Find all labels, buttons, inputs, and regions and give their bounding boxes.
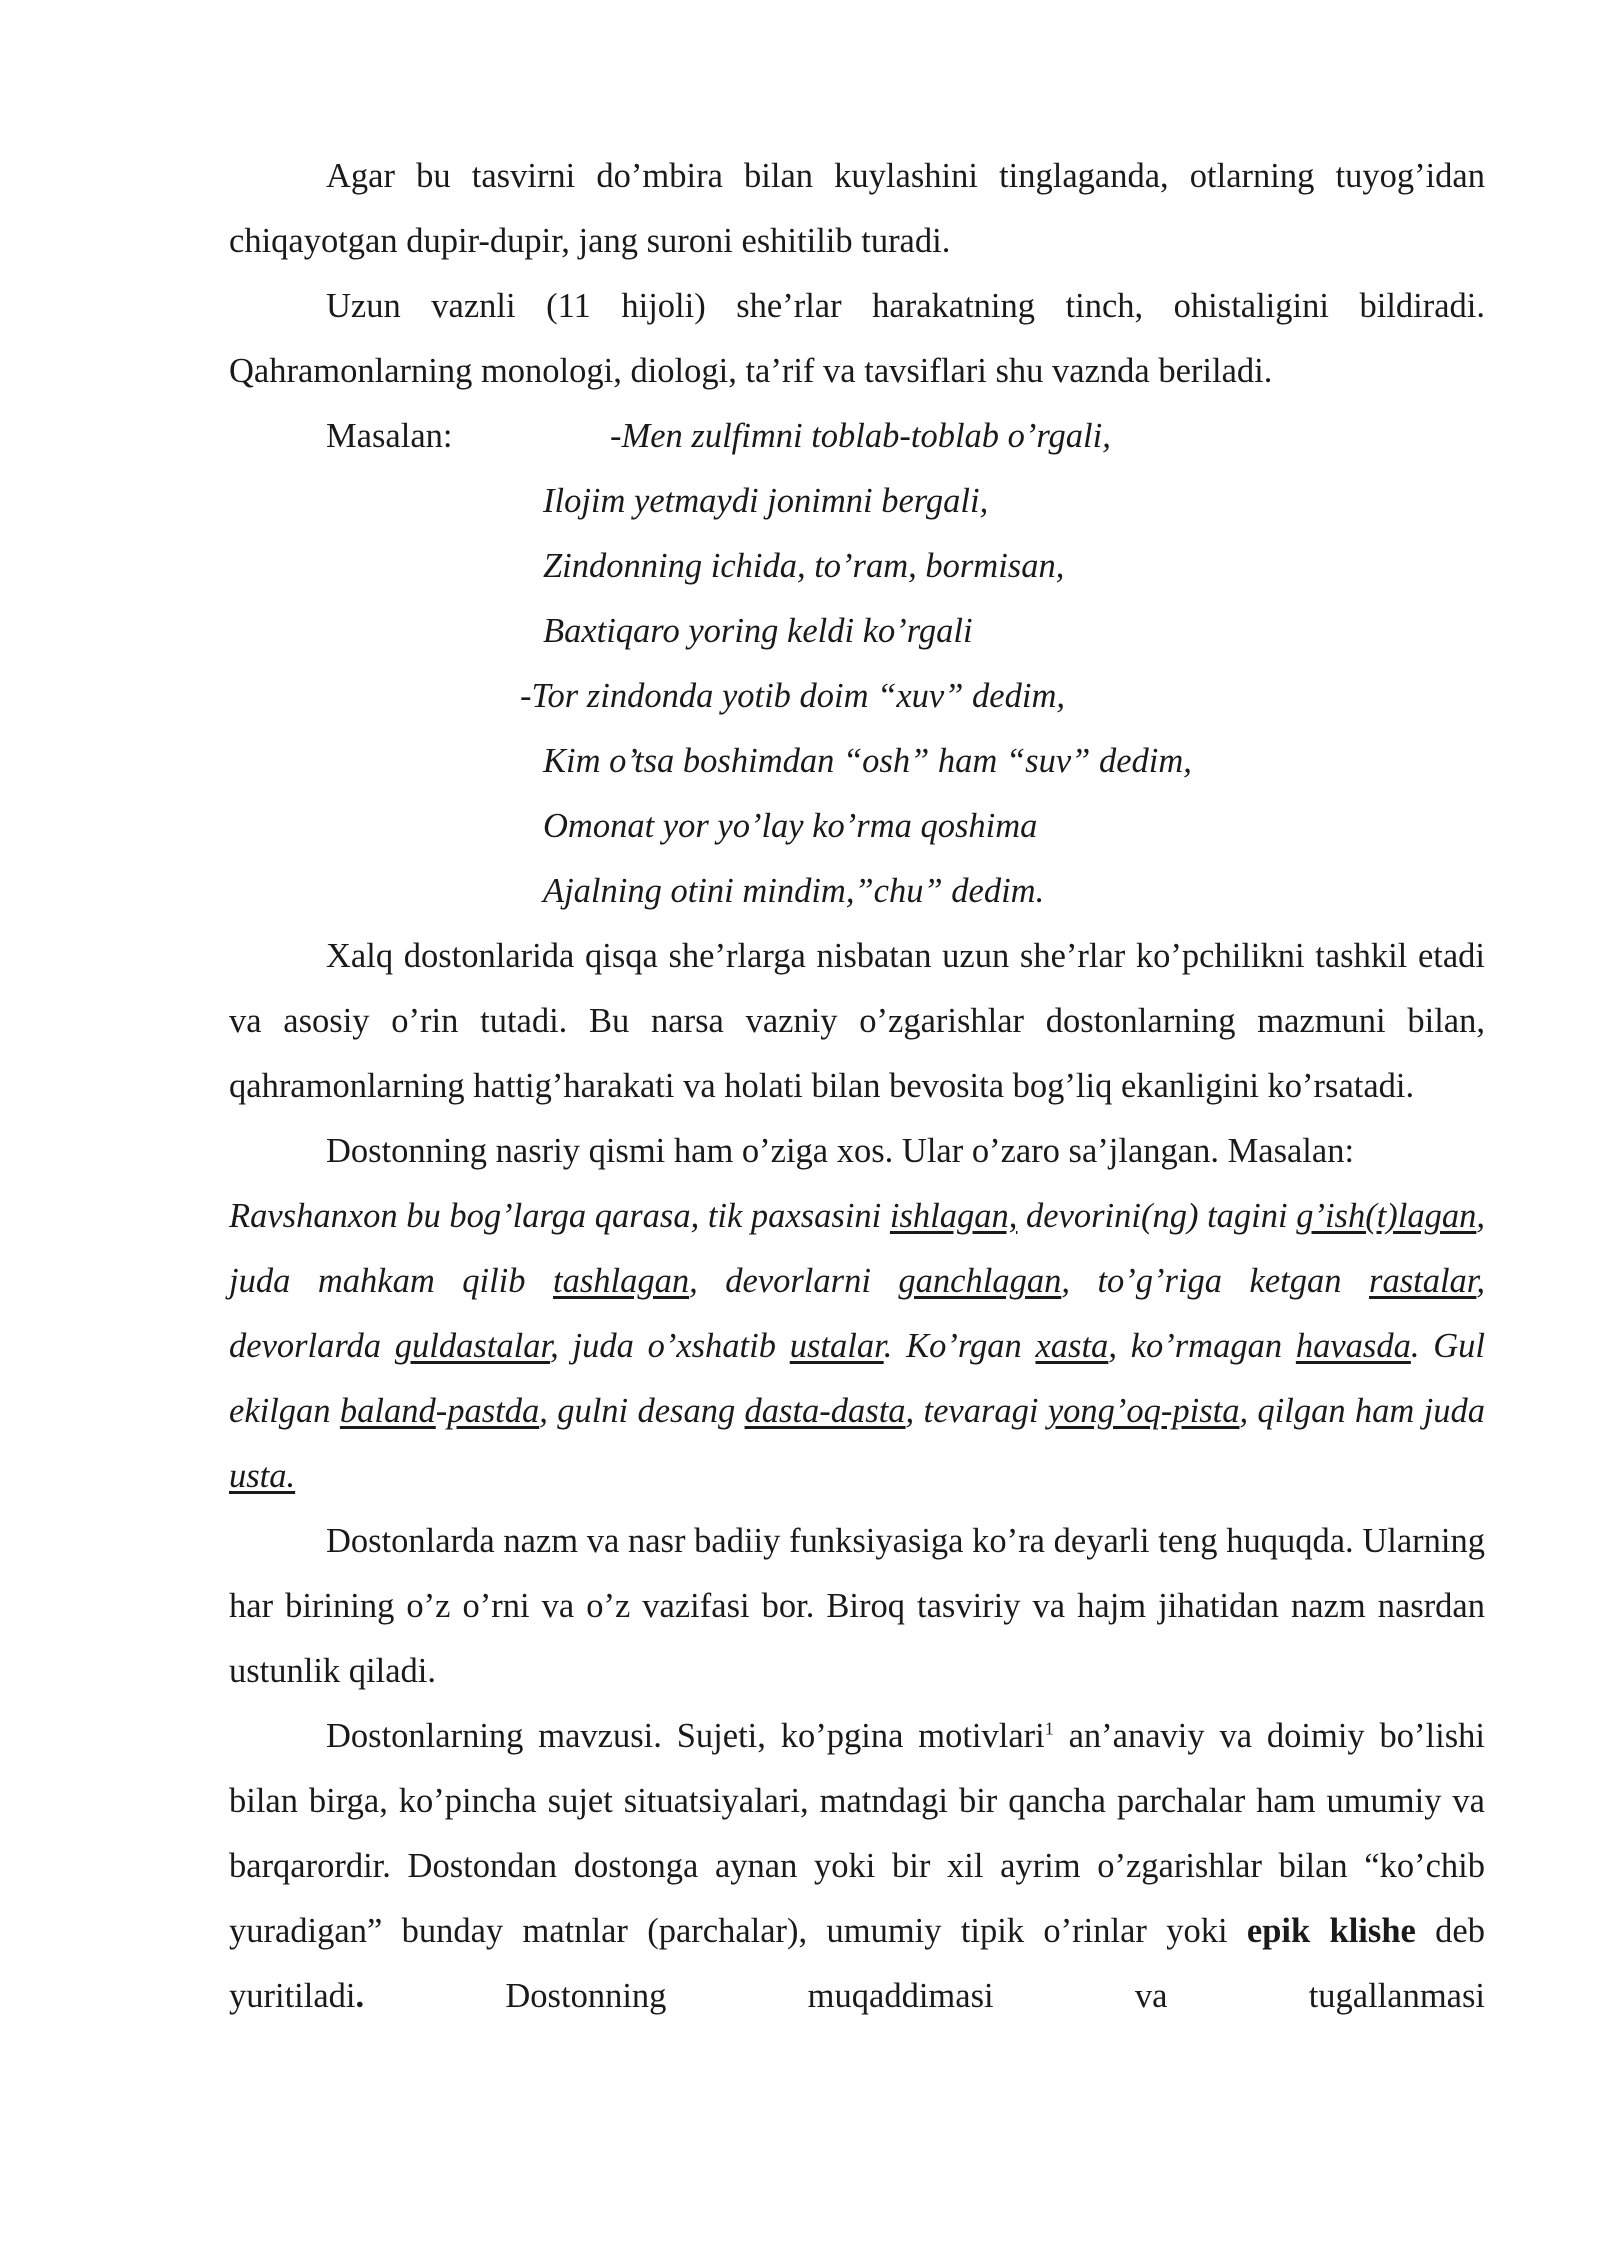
poem-block [229, 404, 1485, 924]
example-text-segment: Ravshanxon bu bog’larga qarasa, tik paxsasini [229, 1197, 890, 1235]
theme-text-d: Dostonning muqaddimasi va tugallanmasi [364, 1977, 1485, 2015]
underlined-word: ustalar [789, 1327, 884, 1365]
poem-line: Ajalning otini mindim,”chu” dedim. [543, 872, 1045, 910]
poem-line: Ilojim yetmaydi jonimni bergali, [543, 482, 989, 520]
example-text-segment: , tevaragi [905, 1392, 1048, 1430]
underlined-word: g’ish(t)lagan [1296, 1197, 1477, 1235]
epic-cliche-term: epik klishe [1246, 1912, 1416, 1950]
underlined-word: usta. [229, 1457, 296, 1495]
prose-example [229, 1184, 1485, 1509]
document-page [229, 144, 1485, 2029]
underlined-word: pastda [447, 1392, 540, 1430]
paragraph-dombira: Agar bu tasvirni do’mbira bilan kuylashini tinglaganda, otlarning tuyog’idan chiqayotgan dupir-dupir, jang suroni eshitilib turadi. [229, 157, 1485, 260]
underlined-word: ganchlagan [898, 1262, 1062, 1300]
underlined-word: ishlagan, [889, 1197, 1018, 1235]
theme-period: . [355, 1977, 365, 2015]
underlined-word: tashlagan [553, 1262, 690, 1300]
example-text-segment: , to’g’riga ketgan [1061, 1262, 1370, 1300]
example-text-segment: , devorlarda [229, 1262, 1486, 1365]
underlined-word: xasta [1035, 1327, 1109, 1365]
theme-text-a: Dostonlarning mavzusi. Sujeti, ko’pgina motivlari [326, 1717, 1045, 1755]
paragraph-prose-part: Dostonning nasriy qismi ham o’ziga xos. Ular o’zaro sa’jlangan. Masalan: [326, 1132, 1355, 1170]
example-text-segment: . Ko’rgan [883, 1327, 1036, 1365]
example-text-segment: - [435, 1392, 448, 1430]
poem-line: -Tor zindonda yotib doim “xuv” dedim, [520, 677, 1065, 715]
poem-line: Omonat yor yo’lay ko’rma qoshima [543, 807, 1038, 845]
example-text-segment: , devorlarni [689, 1262, 899, 1300]
poem-line: Zindonning ichida, to’ram, bormisan, [543, 547, 1065, 585]
example-text-segment: . Gul ekilgan [229, 1327, 1485, 1430]
example-text-segment: , juda o’xshatib [550, 1327, 790, 1365]
underlined-word: yong’oq-pista [1047, 1392, 1240, 1430]
underlined-word: baland [339, 1392, 436, 1430]
underlined-word: guldastalar [394, 1327, 551, 1365]
underlined-word: rastalar [1369, 1262, 1477, 1300]
underlined-word: dasta-dasta [744, 1392, 906, 1430]
poem-line: -Men zulfimni toblab-toblab o’rgali, [610, 417, 1111, 455]
theme-text-b: an’anaviy va doimiy bo’lishi bilan birga, ko’pincha sujet situatsiyalari, matndagi bir qancha parchalar ham umumiy va barqarordir. Dostondan dostonga aynan yoki bir xil ayrim o’zgarishlar bilan “ko’chib yuradigan” bunday matnlar (parchalar), umumiy tipik o’rinlar yoki [229, 1717, 1485, 1950]
paragraph-theme [229, 1704, 1485, 2029]
paragraph-long-meter: Uzun vaznli (11 hijoli) she’rlar harakatning tinch, ohistaligini bildiradi. Qahramonlarning monologi, diologi, ta’rif va tavsiflari shu vaznda beriladi. [229, 287, 1485, 390]
underlined-word: havasda [1295, 1327, 1411, 1365]
example-text-segment: , qilgan ham juda [1239, 1392, 1485, 1430]
paragraph-long-verses: Xalq dostonlarida qisqa she’rlarga nisbatan uzun she’rlar ko’pchilikni tashkil etadi va asosiy o’rin tutadi. Bu narsa vazniy o’zgarishlar dostonlarning mazmuni bilan, qahramonlarning hattig’harakati va holati bilan bevosita bog’liq ekanligini ko’rsatadi. [229, 937, 1485, 1105]
example-text-segment: , ko’rmagan [1108, 1327, 1296, 1365]
paragraph-nazm-nasr: Dostonlarda nazm va nasr badiiy funksiyasiga ko’ra deyarli teng huquqda. Ularning har birining o’z o’rni va o’z vazifasi bor. Biroq tasviriy va hajm jihatidan nazm nasrdan ustunlik qiladi. [229, 1522, 1485, 1690]
example-text-segment: , juda mahkam qilib [229, 1197, 1485, 1300]
theme-text-c: deb yuritiladi [229, 1912, 1485, 2015]
example-text-segment: devorini(ng) tagini [1017, 1197, 1297, 1235]
poem-line: Kim o’tsa boshimdan “osh” ham “suv” dedim, [543, 742, 1192, 780]
poem-line: Baxtiqaro yoring keldi ko’rgali [543, 612, 973, 650]
footnote-marker[interactable]: 1 [1044, 1718, 1054, 1739]
example-text-segment: , gulni desang [539, 1392, 745, 1430]
poem-label: Masalan: [326, 417, 453, 455]
